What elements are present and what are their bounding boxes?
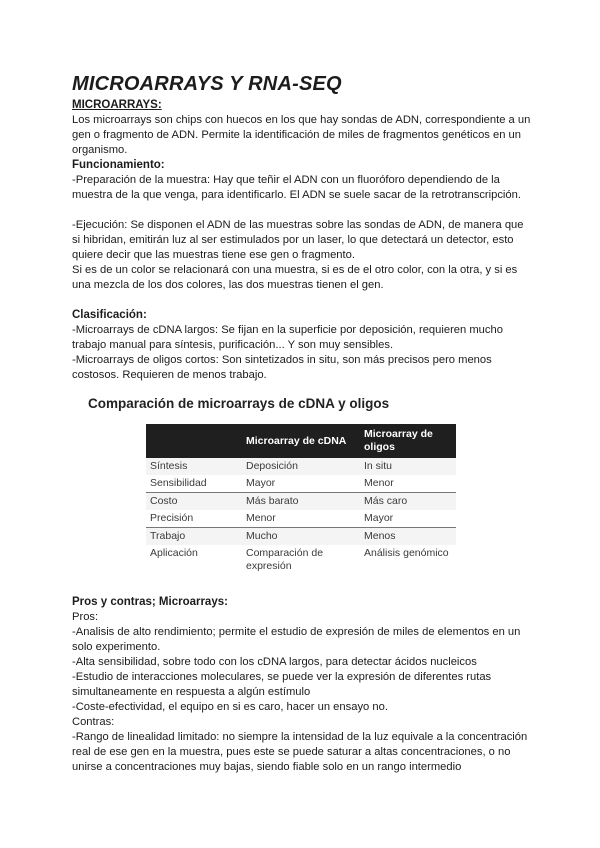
oligos-cell: Mayor xyxy=(360,510,456,528)
comparison-figure xyxy=(146,424,456,575)
cdna-paragraph: -Microarrays de cDNA largos: Se fijan en la superficie por deposición, requieren mucho trabajo manual para síntesis, purificación... Y son muy sensibles. xyxy=(72,324,503,351)
cdna-cell: Mayor xyxy=(242,475,360,493)
header-cell xyxy=(146,424,242,458)
table-header-row xyxy=(146,424,456,458)
table-row xyxy=(146,545,456,575)
row-label: Costo xyxy=(150,495,178,507)
table-row xyxy=(146,493,456,511)
oligos-cell: Menos xyxy=(364,530,396,542)
microarrays-intro: Los microarrays son chips con huecos en los que hay sondas de ADN, correspondiente a un gen o fragmento de ADN. Permite la identificación de miles de fragmentos genéticos en un organismo. xyxy=(72,114,531,156)
header-cell-cdna: Microarray de cDNA xyxy=(246,434,347,447)
row-label: Precisión xyxy=(146,510,242,528)
ejecucion-paragraph: -Ejecución: Se disponen el ADN de las muestras sobre las sondas de ADN, de manera que si hibridan, emitirán luz al ser estimulados por un laser, lo que detectará un detector, esto quiere decir que las muestras tiene ese gen o fragmento. xyxy=(72,219,524,261)
contra-item: -Rango de linealidad limitado: no siempre la intensidad de la luz equivale a la concentración real de ese gen en la muestra, pues este se puede saturar a altas concentraciones, o no unirse a concentraciones muy bajas, siendo fiable solo en un rango intermedio xyxy=(72,731,528,773)
table-row xyxy=(146,458,456,475)
document-body xyxy=(72,72,532,383)
preparacion-paragraph: -Preparación de la muestra: Hay que teñir el ADN con un fluoróforo dependiendo de la muestra de la que venga, para identificarlo. El ADN se suele sacar de la retrotranscripción. xyxy=(72,174,521,201)
table-row xyxy=(146,528,456,546)
header-cell-oligos: Microarray de oligos xyxy=(364,428,433,453)
pros-contras-heading: Pros y contras; Microarrays: xyxy=(72,596,228,608)
pros-label: Pros: xyxy=(72,611,99,623)
oligos-cell: Menor xyxy=(360,475,456,493)
color-paragraph: Si es de un color se relacionará con una muestra, si es de el otro color, con la otra, y si es una mezcla de los dos colores, las dos muestras tienen el gen. xyxy=(72,264,518,291)
clasificacion-heading: Clasificación: xyxy=(72,309,147,321)
comparison-title: Comparación de microarrays de cDNA y oligos xyxy=(88,396,390,411)
row-label: Sensibilidad xyxy=(146,475,242,493)
comparison-table xyxy=(146,424,456,575)
cdna-cell: Menor xyxy=(242,510,360,528)
funcionamiento-heading: Funcionamiento: xyxy=(72,159,165,171)
oligos-cell: Más caro xyxy=(364,495,408,507)
row-label: Trabajo xyxy=(150,530,186,542)
table-row xyxy=(146,510,456,528)
pro-item: -Alta sensibilidad, sobre todo con los cDNA largos, para detectar ácidos nucleicos xyxy=(72,656,477,668)
cdna-cell: Más barato xyxy=(246,495,299,507)
oligos-paragraph: -Microarrays de oligos cortos: Son sintetizados in situ, son más precisos pero menos costosos. Requieren de menos trabajo. xyxy=(72,354,492,381)
pro-item: -Estudio de interacciones moleculares, se puede ver la expresión de diferentes rutas simultaneamente en respuesta a algún estímulo xyxy=(72,671,492,698)
pro-item: -Coste-efectividad, el equipo en si es caro, hacer un ensayo no. xyxy=(72,701,388,713)
oligos-cell: In situ xyxy=(364,460,393,472)
row-label: Síntesis xyxy=(150,460,188,472)
contras-label: Contras: xyxy=(72,716,115,728)
cdna-cell: Comparación de expresión xyxy=(246,547,324,572)
row-label: Aplicación xyxy=(150,547,198,559)
cdna-cell: Mucho xyxy=(246,530,278,542)
table-row xyxy=(146,475,456,493)
oligos-cell: Análisis genómico xyxy=(364,547,449,559)
page-title: MICROARRAYS Y RNA-SEQ xyxy=(72,73,342,95)
pro-item: -Analisis de alto rendimiento; permite el estudio de expresión de miles de elementos en un solo experimento. xyxy=(72,626,521,653)
pros-contras-section xyxy=(72,595,532,775)
microarrays-heading: MICROARRAYS: xyxy=(72,99,162,111)
cdna-cell: Deposición xyxy=(246,460,298,472)
